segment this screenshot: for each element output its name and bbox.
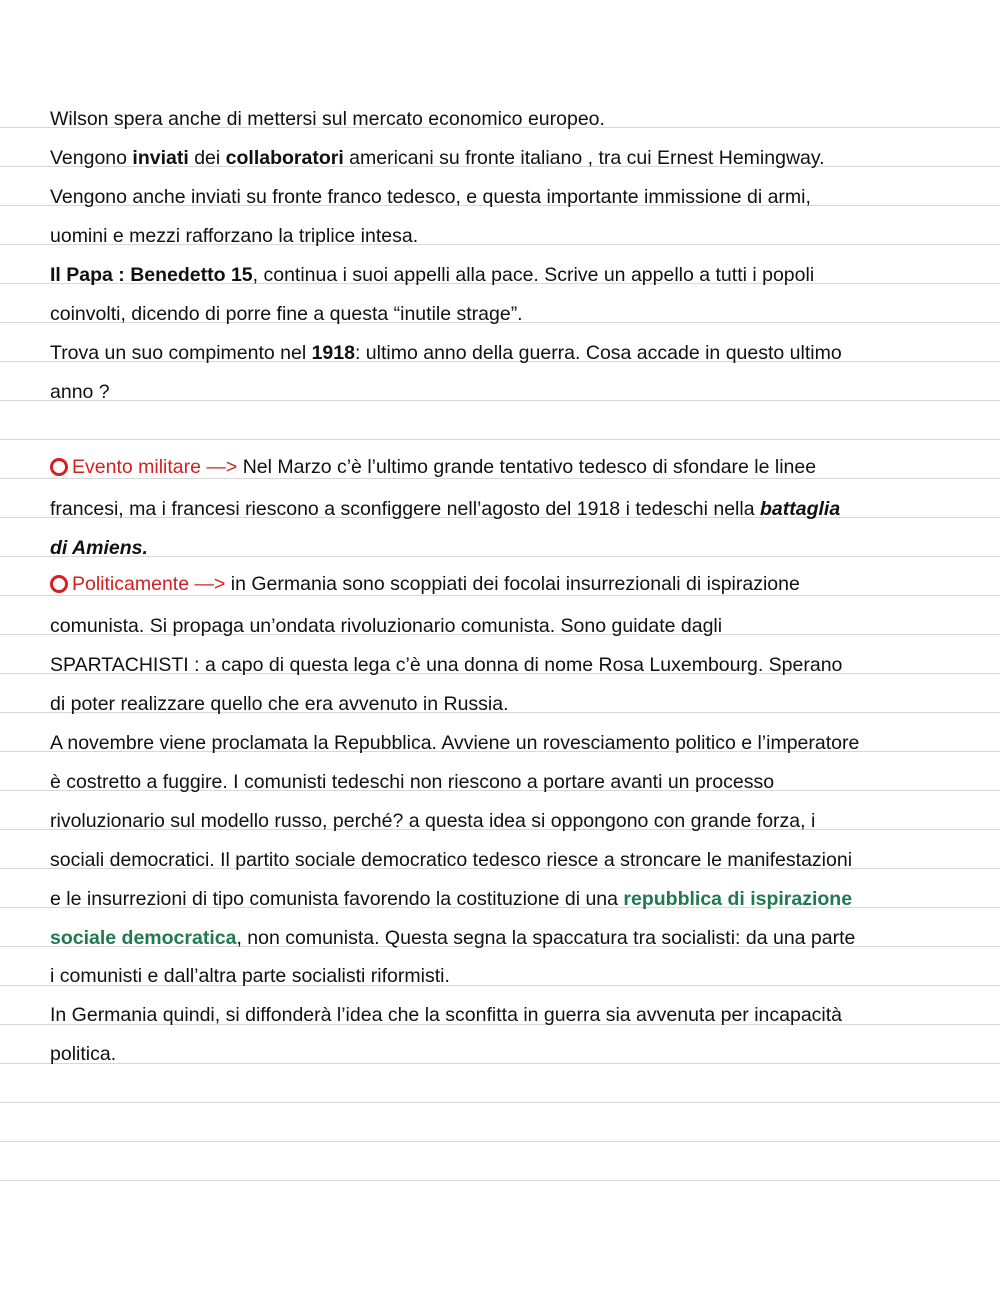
bold-term: collaboratori — [225, 147, 344, 169]
bold-term: 1918 — [311, 342, 355, 364]
bold-italic-term: di Amiens. — [50, 537, 148, 559]
text-line: In Germania quindi, si diffonderà l’idea che la sconfitta in guerra sia avvenuta per incapacità — [50, 1004, 843, 1026]
text-line: politica. — [50, 1043, 117, 1065]
text-line: Trova un suo compimento nel 1918: ultimo anno della guerra. Cosa accade in questo ultimo — [50, 342, 842, 364]
text-line: Wilson spera anche di mettersi sul mercato economico europeo. — [50, 108, 605, 130]
text-line: Vengono inviati dei collaboratori americani su fronte italiano , tra cui Ernest Hemingway. — [50, 147, 825, 169]
bold-term: Il Papa : Benedetto 15 — [50, 264, 253, 286]
text-line: uomini e mezzi rafforzano la triplice intesa. — [50, 225, 419, 247]
text-line: coinvolti, dicendo di porre fine a questa “inutile strage”. — [50, 303, 523, 325]
section-label: Evento militare —> — [72, 456, 238, 478]
text-line: è costretto a fuggire. I comunisti tedeschi non riescono a portare avanti un processo — [50, 771, 775, 793]
text-line: Evento militare —> Nel Marzo c’è l’ultimo grande tentativo tedesco di sfondare le linee — [50, 457, 816, 477]
text-line: i comunisti e dall’altra parte socialisti riformisti. — [50, 965, 450, 987]
highlight-term: repubblica di ispirazione — [623, 888, 853, 910]
text-line: anno ? — [50, 381, 110, 403]
text-line: francesi, ma i francesi riescono a sconfiggere nell’agosto del 1918 i tedeschi nella battaglia — [50, 498, 841, 520]
bold-italic-term: battaglia — [760, 498, 841, 520]
bold-term: inviati — [132, 147, 189, 169]
text-line: comunista. Si propaga un’ondata rivoluzionario comunista. Sono guidate dagli — [50, 615, 723, 637]
text-line: di poter realizzare quello che era avvenuto in Russia. — [50, 693, 509, 715]
text-line: A novembre viene proclamata la Repubblica. Avviene un rovesciamento politico e l’imperatore — [50, 732, 860, 754]
text-line: Vengono anche inviati su fronte franco tedesco, e questa importante immissione di armi, — [50, 186, 811, 208]
text-line — [50, 538, 148, 558]
text-line: sociale democratica, non comunista. Questa segna la spaccatura tra socialisti: da una parte — [50, 927, 856, 949]
section-label: Politicamente —> — [72, 573, 226, 595]
circle-icon — [50, 458, 68, 476]
circle-icon — [50, 575, 68, 593]
text-line: SPARTACHISTI : a capo di questa lega c’è una donna di nome Rosa Luxembourg. Sperano — [50, 654, 843, 676]
text-line: sociali democratici. Il partito sociale democratico tedesco riesce a stroncare le manifestazioni — [50, 849, 853, 871]
text-line: rivoluzionario sul modello russo, perché? a questa idea si oppongono con grande forza, i — [50, 810, 816, 832]
text-line: Il Papa : Benedetto 15, continua i suoi appelli alla pace. Scrive un appello a tutti i popoli — [50, 264, 815, 286]
text-line: Politicamente —> in Germania sono scoppiati dei focolai insurrezionali di ispirazione — [50, 574, 800, 594]
highlight-term: sociale democratica — [50, 927, 237, 949]
text-line: e le insurrezioni di tipo comunista favorendo la costituzione di una repubblica di ispirazione — [50, 888, 853, 910]
